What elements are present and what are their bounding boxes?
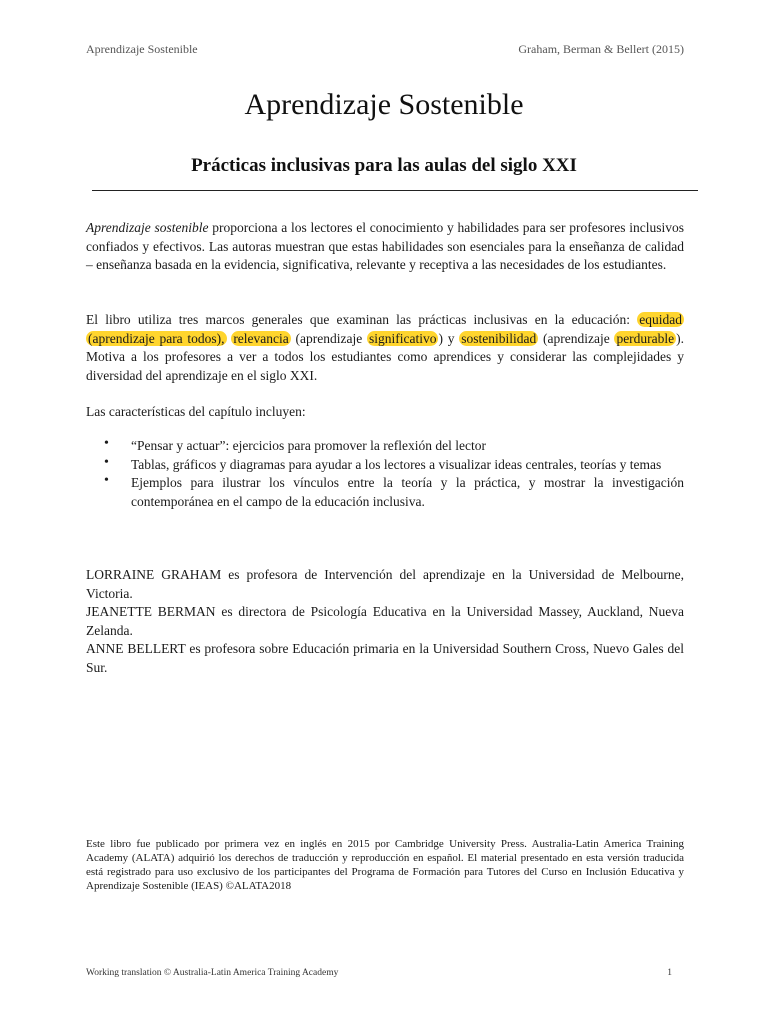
intro-text: proporciona a los lectores el conocimiento y habilidades para ser profesores inclusivos confiados y efectivos. Las autoras muestran que estas habilidades son esenciales para la enseñanza de calidad – enseñanza basada en la evidencia, significativa, relevante y receptiva a las necesidades de los estudiantes. — [86, 220, 684, 272]
highlight-relevancia: relevancia — [233, 330, 289, 346]
header-left-text: Aprendizaje Sostenible — [86, 42, 198, 56]
features-intro: Las características del capítulo incluyen: — [86, 404, 306, 419]
bullet-icon: • — [104, 454, 109, 470]
list-item — [100, 437, 684, 456]
title-divider — [92, 190, 698, 191]
highlight-significativo: significativo — [368, 330, 437, 346]
page-number: 1 — [667, 968, 672, 978]
author-bio-graham: LORRAINE GRAHAM es profesora de Intervención del aprendizaje en la Universidad de Melbourne, Victoria. — [86, 567, 684, 601]
page-footer — [86, 968, 672, 978]
frameworks-text-1: El libro utiliza tres marcos generales que examinan las prácticas inclusivas en la educación: — [86, 312, 638, 327]
footer-copyright: Working translation © Australia-Latin America Training Academy — [86, 968, 339, 978]
frameworks-paragraph — [86, 311, 684, 385]
document-title: Aprendizaje Sostenible — [244, 88, 524, 121]
highlight-equidad: equidad (aprendizaje para todos), — [88, 312, 682, 346]
author-bio-bellert: ANNE BELLERT es profesora sobre Educación primaria en la Universidad Southern Cross, Nuevo Gales del Sur. — [86, 641, 684, 675]
frameworks-text-5: (aprendizaje — [538, 330, 615, 346]
document-subtitle: Prácticas inclusivas para las aulas del siglo XXI — [191, 155, 577, 176]
features-list — [100, 437, 684, 511]
list-item-text: Tablas, gráficos y diagramas para ayudar a los lectores a visualizar ideas centrales, teorías y temas — [131, 456, 662, 472]
frameworks-text-6: ). Motiva a los profesores a ver a todos los estudiantes como aprendices y considerar las complejidades y diversidad del aprendizaje en el siglo XXI. — [86, 330, 685, 383]
intro-paragraph — [86, 219, 684, 275]
highlight-sostenibilidad: sostenibilidad — [461, 330, 537, 346]
list-item-text: “Pensar y actuar”: ejercicios para promover la reflexión del lector — [131, 438, 486, 453]
header-right-text: Graham, Berman & Bellert (2015) — [518, 42, 684, 56]
frameworks-text-3: (aprendizaje — [290, 330, 367, 346]
list-item — [100, 456, 684, 475]
publication-note: Este libro fue publicado por primera vez en inglés en 2015 por Cambridge University Press. Australia-Latin America Training Academy (ALATA) adquirió los derechos de traducción y reproducción en español. El material presentado en esta versión traducida está registrado para uso exclusivo de los participantes del Programa de Formación para Tutores del Curso en Inclusión Educativa y Aprendizaje Sostenible (IEAS) ©ALATA2018 — [86, 838, 684, 892]
bullet-icon: • — [104, 436, 109, 451]
frameworks-text-4: ) y — [438, 330, 460, 346]
list-item-text: Ejemplos para ilustrar los vínculos entre la teoría y la práctica, y mostrar la investigación contemporánea en el campo de la educación inclusiva. — [131, 475, 684, 509]
bullet-icon: • — [104, 473, 109, 488]
highlight-perdurable: perdurable — [616, 330, 675, 346]
author-bio-berman: JEANETTE BERMAN es directora de Psicología Educativa en la Universidad Massey, Auckland, Nueva Zelanda. — [86, 604, 684, 638]
list-item — [100, 474, 684, 511]
intro-italic-lead: Aprendizaje sostenible — [86, 220, 209, 235]
page-header — [86, 42, 684, 57]
